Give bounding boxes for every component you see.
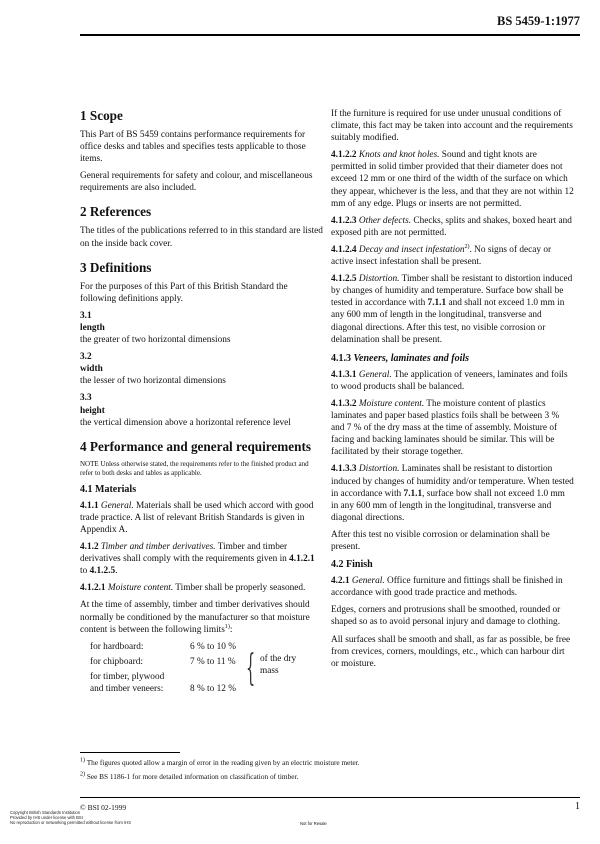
definition-text: the vertical dimension above a horizontal reference level: [80, 417, 291, 428]
copyright: © BSI 02-1999: [80, 803, 127, 812]
footnote: [80, 758, 360, 767]
footnote-ref: 1): [224, 623, 230, 630]
clause-4-1-2-2: [331, 149, 574, 209]
limit-value: 8 % to 12 %: [190, 683, 236, 694]
clause-4-1-2-3: [331, 215, 574, 239]
clause-number: 4.1.2.4: [331, 244, 357, 255]
definitions-heading: 3 Definitions: [80, 259, 152, 275]
clause-text: Timber and timber derivatives shall comply with the requirements given in: [80, 542, 290, 565]
limit-brace-text: of the dry mass: [260, 653, 297, 676]
note: NOTE Unless otherwise stated, the requirements refer to the finished product and refer to both desks and tables as applicable.: [80, 459, 309, 477]
clause-number: 4.1.2: [80, 542, 99, 553]
clause-text: , surface bow shall not exceed 1.0 mm in any 600 mm of length in the longitudinal, transverse and diagonal directions.: [331, 488, 565, 523]
right-column: [331, 108, 574, 675]
clause-title: Moisture content.: [358, 398, 425, 409]
clause-text: Checks, splits and shakes, boxed heart and exposed pith are not permitted.: [331, 215, 572, 238]
definitions-intro: For the purposes of this Part of this British Standard the following definitions apply.: [80, 281, 288, 304]
clause-number: 4.1.2.2: [331, 150, 357, 161]
definition-number: 3.1: [80, 310, 92, 321]
clause-text: . No signs of decay or active insect infestation shall be present.: [331, 244, 552, 268]
clause-title: Distortion.: [358, 464, 400, 475]
clause-title: Other defects.: [358, 215, 412, 226]
footnote-text: See BS 1186-1 for more detailed information on classification of timber.: [85, 772, 299, 781]
footnote-rule: [80, 752, 180, 753]
references-paragraph: The titles of the publications referred to in this standard are listed on the inside back cover.: [80, 226, 323, 249]
clause-number: 4.1.3.3: [331, 464, 357, 475]
clause-title: Moisture content.: [107, 583, 174, 594]
clause-title: Distortion.: [358, 274, 400, 285]
clause-4-1-2: [80, 541, 323, 577]
not-for-resale: Not for Resale: [300, 821, 327, 826]
definition-number: 3.2: [80, 352, 92, 363]
definition-number: 3.3: [80, 393, 92, 404]
clause-number: 4.1.3.2: [331, 398, 357, 409]
definition-text: the lesser of two horizontal dimensions: [80, 376, 226, 387]
licence-line: No reproduction or networking permitted without license from IHS: [10, 820, 132, 825]
clause-text: Timber shall be resistant to distortion induced by changes of humidity and temperature. Surface bow shall be tested in accordance with: [331, 274, 573, 309]
assembly-paragraph: [80, 599, 323, 635]
clause-text: Office furniture and fittings shall be finished in accordance with good trade practice and methods.: [331, 576, 563, 599]
definition-entry: [80, 392, 323, 428]
definition-term: height: [80, 405, 105, 416]
assembly-text: At the time of assembly, timber and timber derivatives should normally be conditioned by the manufacturer so that moisture content is between the following limits: [80, 600, 310, 635]
footnote: [80, 772, 298, 781]
clause-4-1-3-1: [331, 369, 574, 393]
performance-heading: 4 Performance and general requirements: [80, 438, 311, 454]
clause-title: General.: [100, 500, 134, 511]
clause-text: and shall not exceed 1.0 mm in any 600 mm of length in the longitudinal, transverse and diagonal directions. After this test, no visible corrosion or delamination shall be present.: [331, 298, 565, 345]
delamination-paragraph: After this test no visible corrosion or delamination shall be present.: [331, 529, 550, 552]
page-number: 1: [575, 801, 580, 812]
scope-heading: 1 Scope: [80, 108, 123, 123]
clause-text: Timber shall be properly seasoned.: [173, 583, 306, 594]
footer-rule: [80, 797, 580, 798]
standard-code: BS 5459-1:1977: [497, 14, 580, 28]
clause-4-1-1: [80, 500, 323, 536]
clause-4-1-2-1: [80, 582, 323, 594]
licence-line: Provided by IHS under license with BSI: [10, 815, 83, 820]
clause-title: Decay and insect infestation: [358, 244, 465, 255]
scope-paragraph-2: General requirements for safety and colour, and miscellaneous requirements are also included.: [80, 171, 313, 194]
moisture-limits: [90, 641, 323, 703]
clause-4-1-3-2: [331, 398, 574, 458]
clause-text: Materials shall be used which accord with good trade practice. A list of relevant British Standards is given in Appendix A.: [80, 500, 314, 535]
clause-text: The application of veneers, laminates and foils to wood products shall be balanced.: [331, 369, 568, 392]
limit-label: for timber, plywood: [90, 671, 165, 682]
licence-line: Copyright British Standards Institution: [10, 810, 81, 815]
edges-paragraph: Edges, corners and protrusions shall be smoothed, rounded or shaped so as to avoid personal injury and damage to clothing.: [331, 605, 561, 628]
clause-reference: 7.1.1: [403, 488, 423, 499]
definition-text: the greater of two horizontal dimensions: [80, 335, 231, 346]
footnote-mark: 2): [80, 771, 85, 778]
brace-symbol: {: [246, 647, 256, 689]
clause-title: Knots and knot holes.: [358, 150, 440, 161]
clause-title: General.: [358, 369, 392, 380]
veneers-heading: [331, 353, 574, 365]
clause-number: 4.1.2.1: [80, 583, 106, 594]
clause-4-1-2-4: [331, 244, 574, 268]
footnote-mark: 1): [80, 757, 85, 764]
clause-4-1-3-3: [331, 463, 574, 523]
clause-number: 4.1.2.3: [331, 215, 357, 226]
top-rule: [80, 34, 580, 36]
footnote-ref: 2): [464, 243, 470, 250]
definition-entry: [80, 310, 323, 346]
clause-text: The moisture content of plastics laminates and paper based plastics foils shall be between 3 % and 7 % of the dry mass at the time of assembly. Moisture of facing and backing laminates should be similar. This will be facilitated by their storage together.: [331, 398, 560, 458]
limit-label: for hardboard:: [90, 641, 144, 652]
limit-label: for chipboard:: [90, 656, 143, 667]
limit-value: 7 % to 11 %: [190, 656, 236, 667]
clause-4-1-2-5: [331, 273, 574, 346]
clause-text: Laminates shall be resistant to distortion induced by changes of humidity and/or temperature. When tested in accordance with: [331, 464, 574, 499]
clause-text: .: [115, 566, 118, 577]
clause-number: 4.1.3.1: [331, 369, 357, 380]
clause-number: 4.2.1: [331, 576, 350, 587]
limit-label: and timber veneers:: [90, 683, 164, 694]
materials-heading: 4.1 Materials: [80, 483, 137, 495]
clause-title: Timber and timber derivatives.: [100, 542, 216, 553]
finish-heading: 4.2 Finish: [331, 559, 373, 571]
definition-term: length: [80, 322, 105, 333]
definition-entry: [80, 351, 323, 387]
clause-number: 4.1.1: [80, 500, 99, 511]
definition-term: width: [80, 364, 103, 375]
heading-number: 4.1.3: [331, 352, 351, 364]
surfaces-paragraph: All surfaces shall be smooth and shall, as far as possible, be free from crevices, corners, mouldings, etc., which can harbour dirt or moisture.: [331, 634, 571, 669]
heading-title: Veneers, laminates and foils: [353, 352, 470, 364]
footnote-text: The figures quoted allow a margin of error in the reading given by an electric moisture meter.: [85, 758, 360, 767]
references-heading: 2 References: [80, 204, 152, 220]
limit-value: 6 % to 10 %: [190, 641, 236, 652]
clause-reference: 4.1.2.5: [89, 566, 116, 577]
clause-reference: 7.1.1: [427, 298, 447, 309]
climate-paragraph: If the furniture is required for use under unusual conditions of climate, this fact may be taken into account and the requirements suitably modified.: [331, 109, 573, 144]
left-column: [80, 108, 323, 708]
clause-4-2-1: [331, 575, 574, 599]
scope-paragraph-1: This Part of BS 5459 contains performance requirements for office desks and tables and specifies tests applicable to those items.: [80, 130, 306, 165]
clause-text: to: [80, 566, 90, 577]
assembly-text-end: :: [229, 624, 233, 635]
clause-text: Sound and tight knots are permitted in solid timber provided that their diameter does not exceed 12 mm or one third of the width of the surface on which they appear, whichever is the less, and that they are not within 12 mm of any edge. Plugs or inserts are not permitted.: [331, 150, 574, 209]
clause-number: 4.1.2.5: [331, 274, 357, 285]
clause-reference: 4.1.2.1: [289, 554, 315, 565]
clause-title: General.: [351, 576, 385, 587]
